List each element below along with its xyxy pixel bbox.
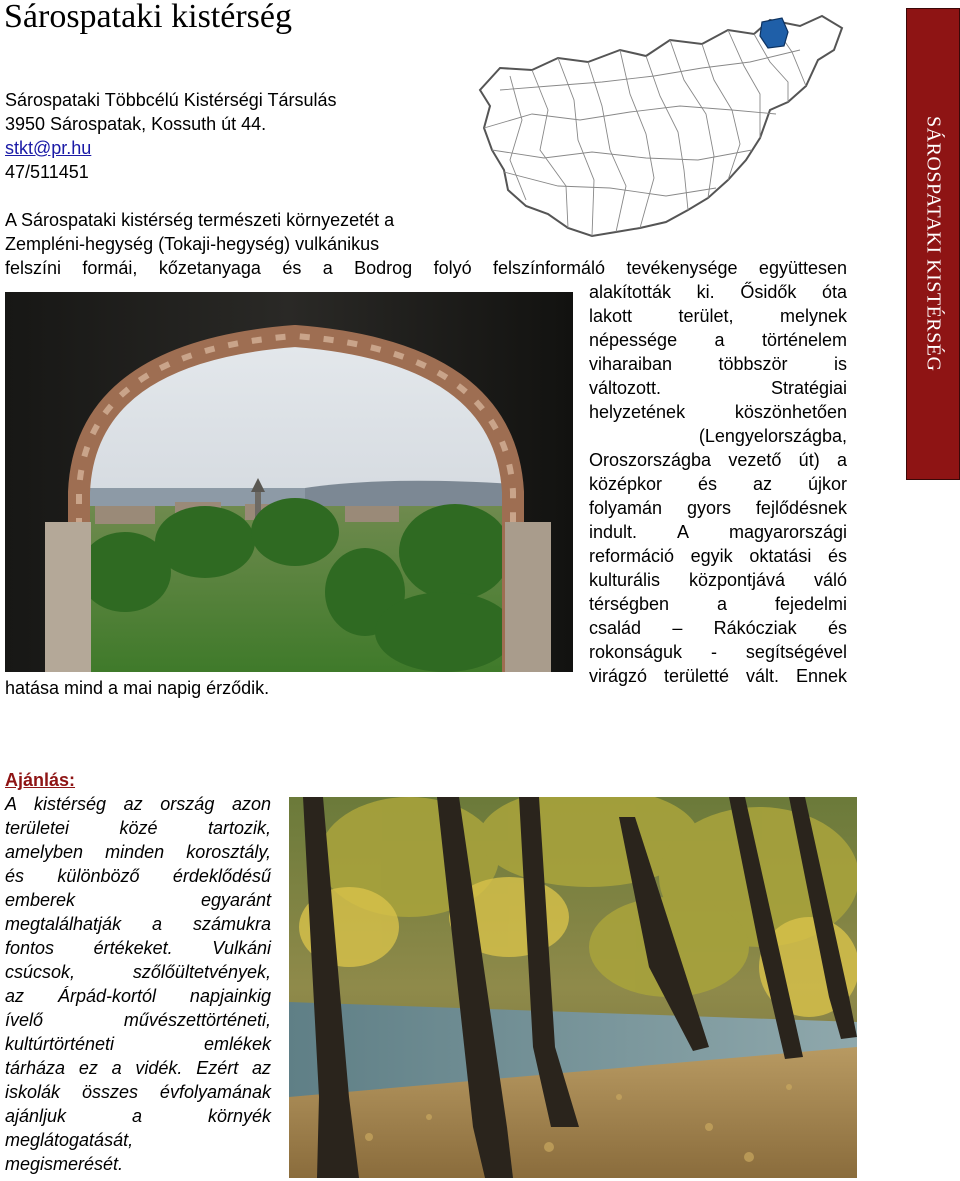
arch-view-photo bbox=[5, 292, 573, 672]
recommendation-line: megismerését. bbox=[5, 1154, 124, 1174]
recommendation-line: ívelő művészettörténeti, bbox=[5, 1010, 271, 1030]
right-line: lakott terület, melynek bbox=[589, 306, 847, 326]
phone-number: 47/511451 bbox=[5, 162, 89, 182]
right-line: térségben a fejedelmi bbox=[589, 594, 847, 614]
arch-view-graphic bbox=[5, 292, 573, 672]
recommendation-line: és különböző érdeklődésű bbox=[5, 866, 271, 886]
right-column-text bbox=[589, 280, 847, 688]
recommendation-text bbox=[5, 792, 271, 1176]
side-banner-label: SÁROSPATAKI KISTÉRSÉG bbox=[922, 116, 945, 372]
recommendation-heading: Ajánlás: bbox=[5, 770, 76, 790]
right-line: indult. A magyarországi bbox=[589, 522, 847, 542]
recommendation-line: megtalálhatják a számukra bbox=[5, 914, 271, 934]
intro-line-2: Zempléni-hegység (Tokaji-hegység) vulkánikus bbox=[5, 234, 380, 254]
hungary-map bbox=[470, 10, 850, 245]
recommendation-line: A kistérség az ország azon bbox=[5, 794, 271, 814]
recommendation-line: kultúrtörténeti emlékek bbox=[5, 1034, 271, 1054]
hungary-map-graphic bbox=[470, 10, 850, 245]
recommendation-line: területei közé tartozik, bbox=[5, 818, 271, 838]
right-line: középkor és az újkor bbox=[589, 474, 847, 494]
recommendation-line: amelyben minden korosztály, bbox=[5, 842, 271, 862]
side-banner bbox=[906, 8, 960, 480]
right-line: Oroszországba vezető út) a bbox=[589, 450, 847, 470]
right-line: folyamán gyors fejlődésnek bbox=[589, 498, 847, 518]
right-line: (Lengyelországba, bbox=[698, 426, 847, 446]
intro-line-1: A Sárospataki kistérség természeti környezetét a bbox=[5, 210, 395, 230]
address: 3950 Sárospatak, Kossuth út 44. bbox=[5, 114, 267, 134]
recommendation-line: csúcsok, szőlőültetvények, bbox=[5, 962, 271, 982]
right-line: alakították ki. Ősidők óta bbox=[589, 282, 847, 302]
right-line: kulturális központjává váló bbox=[589, 570, 847, 590]
page-title: Sárospataki kistérség bbox=[4, 0, 292, 35]
intro-closing: hatása mind a mai napig érződik. bbox=[5, 678, 270, 698]
right-line: viharaiban többször is bbox=[589, 354, 847, 374]
right-line: virágzó területté vált. Ennek bbox=[589, 666, 847, 686]
right-line: változott. Stratégiai bbox=[589, 378, 847, 398]
autumn-river-graphic bbox=[289, 797, 857, 1178]
right-line: népessége a történelem bbox=[589, 330, 847, 350]
right-line: rokonságuk - segítségével bbox=[589, 642, 847, 662]
recommendation-line: tárháza ez a vidék. Ezért az bbox=[5, 1058, 271, 1078]
recommendation-line: meglátogatását, bbox=[5, 1130, 134, 1150]
right-line: helyzetének köszönhetően bbox=[589, 402, 847, 422]
right-line: család – Rákócziak és bbox=[589, 618, 847, 638]
right-line: reformáció egyik oktatási és bbox=[589, 546, 847, 566]
intro-line-3: felszíni formái, kőzetanyaga és a Bodrog folyó felszínformáló tevékenysége együttesen bbox=[5, 258, 847, 278]
recommendation-line: emberek egyaránt bbox=[5, 890, 271, 910]
recommendation-line: ajánljuk a környék bbox=[5, 1106, 271, 1126]
autumn-river-photo bbox=[289, 797, 857, 1178]
recommendation-line: az Árpád-kortól napjainkig bbox=[5, 986, 271, 1006]
recommendation-line: iskolák összes évfolyamának bbox=[5, 1082, 271, 1102]
email-link[interactable]: stkt@pr.hu bbox=[5, 138, 92, 158]
organization-name: Sárospataki Többcélú Kistérségi Társulás bbox=[5, 90, 337, 110]
recommendation-line: fontos értékeket. Vulkáni bbox=[5, 938, 271, 958]
